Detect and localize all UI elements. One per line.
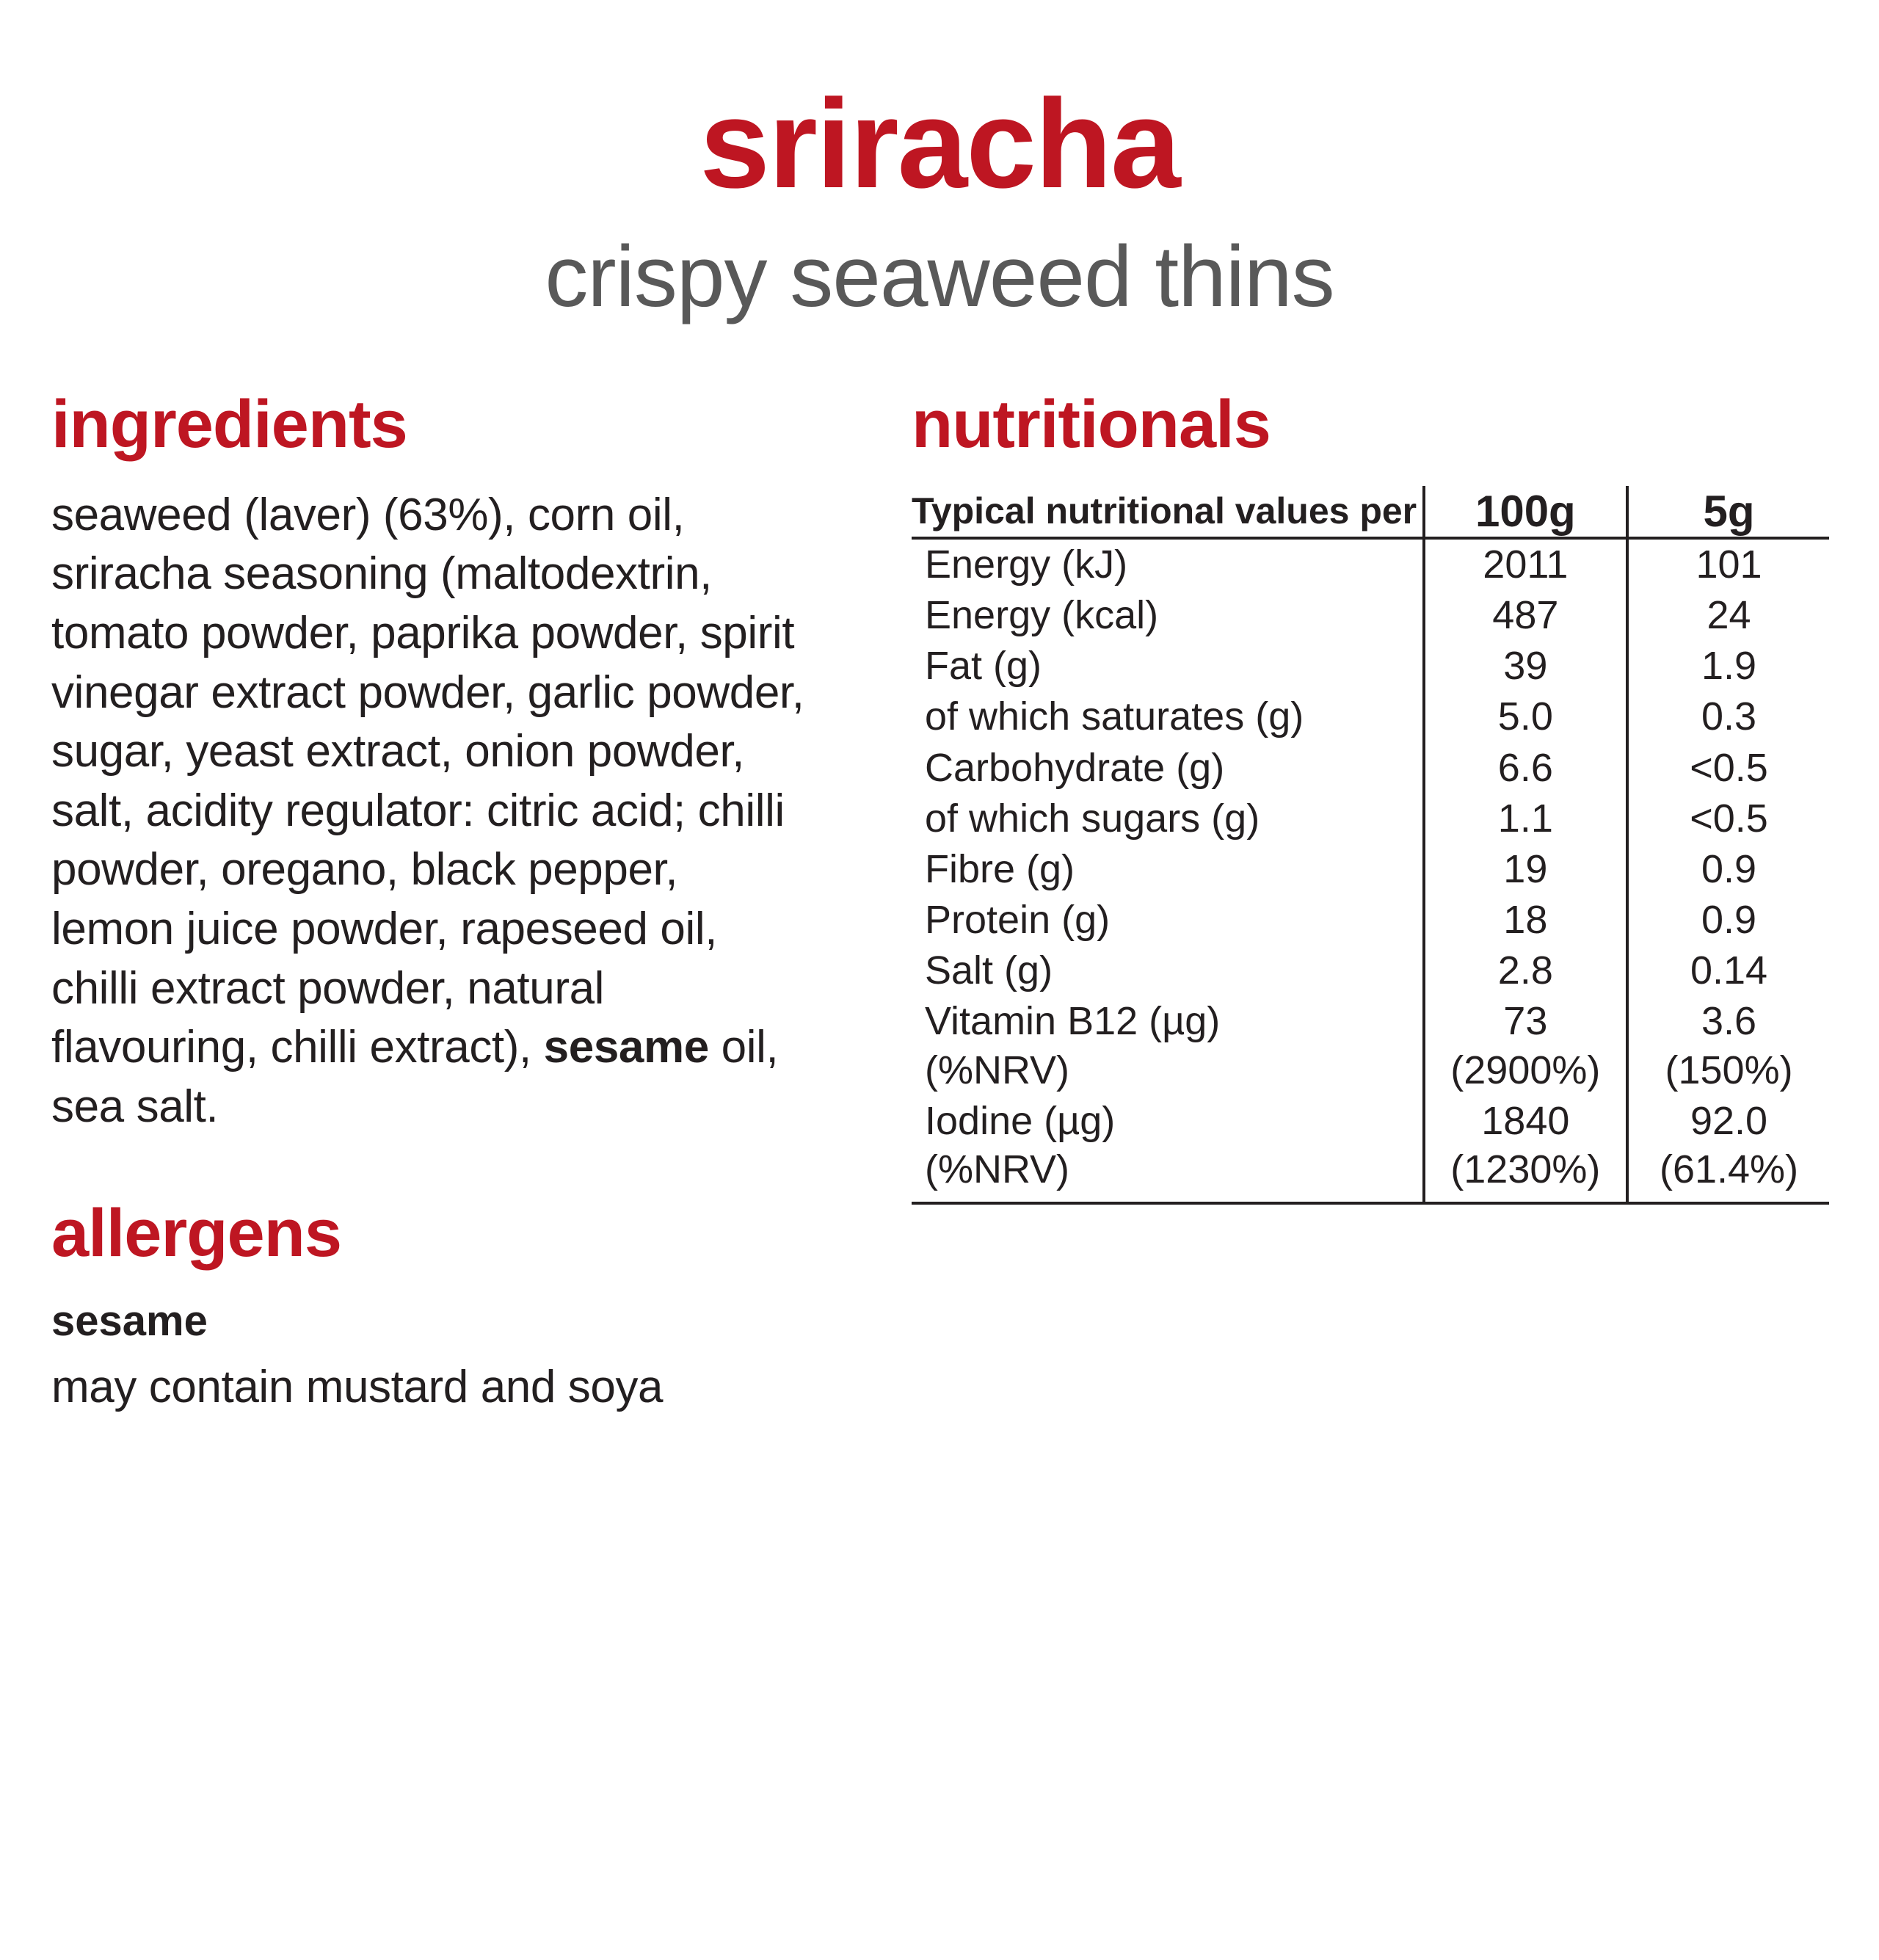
nutrient-name: Iodine (µg) xyxy=(925,1098,1116,1143)
nutrient-value-5g: <0.5 xyxy=(1627,743,1829,794)
nutrient-value-100g: (2900%) xyxy=(1424,1048,1627,1096)
nutrient-name: (%NRV) xyxy=(912,1147,1424,1203)
ingredients-text-part-2: oil, sea salt. xyxy=(51,1022,779,1132)
nutrient-name: Fat (g) xyxy=(925,644,1042,689)
nutrient-name: Salt (g) xyxy=(925,948,1053,993)
nutrient-value-100g: 73 xyxy=(1424,996,1627,1047)
table-row xyxy=(912,743,1829,794)
product-label-page xyxy=(0,73,1879,1960)
nutrient-value-100g: 1840 xyxy=(1424,1096,1627,1147)
nutrient-value-100g: (1230%) xyxy=(1424,1147,1627,1203)
allergen-note: may contain mustard and soya xyxy=(51,1361,664,1412)
content-columns xyxy=(51,386,1828,1416)
nutrient-value-100g: 19 xyxy=(1424,844,1627,895)
table-row xyxy=(912,895,1829,945)
ingredients-text-part-1: seaweed (laver) (63%), corn oil, sriracha seasoning (maltodextrin, tomato powder, paprika powder, spirit vinegar extract powder, garlic powder, sugar, yeast extract, onion powder, salt, acidity regulator: citric acid; chilli powder, oregano, black pepper, lemon juice powder, rapeseed oil, chilli extract powder, natural flavouring, chilli extract), xyxy=(51,489,804,1073)
nutrient-value-5g: 3.6 xyxy=(1627,996,1829,1047)
nutrient-value-5g: 0.3 xyxy=(1627,692,1829,742)
table-row xyxy=(912,996,1829,1047)
nutrition-table xyxy=(912,486,1829,1205)
page-title: sriracha xyxy=(699,73,1180,214)
nutrient-value-5g: 0.9 xyxy=(1627,895,1829,945)
nutrient-value-5g: 24 xyxy=(1627,590,1829,641)
nutrient-value-100g: 487 xyxy=(1424,590,1627,641)
ingredients-heading: ingredients xyxy=(51,386,407,462)
allergens-section xyxy=(51,1196,873,1415)
nutrient-value-100g: 2011 xyxy=(1424,538,1627,590)
table-row xyxy=(912,590,1829,641)
nutrient-value-5g: 0.14 xyxy=(1627,945,1829,996)
nutrient-value-100g: 2.8 xyxy=(1424,945,1627,996)
nutrient-value-5g: (61.4%) xyxy=(1627,1147,1829,1203)
nutrient-value-5g: <0.5 xyxy=(1627,794,1829,844)
table-row xyxy=(912,1048,1829,1096)
table-row xyxy=(912,641,1829,692)
table-header-5g: 5g xyxy=(1627,486,1829,538)
nutrient-value-100g: 1.1 xyxy=(1424,794,1627,844)
nutrient-name: of which saturates (g) xyxy=(925,694,1304,739)
page-subtitle: crispy seaweed thins xyxy=(545,228,1334,325)
table-row xyxy=(912,794,1829,844)
table-header-row xyxy=(912,486,1829,538)
nutrient-name: Energy (kcal) xyxy=(925,593,1159,638)
nutrient-name: Fibre (g) xyxy=(925,846,1075,891)
nutrition-table-wrap xyxy=(912,486,1829,1205)
table-row xyxy=(912,1147,1829,1203)
nutritionals-column xyxy=(873,386,1829,1205)
nutrient-value-100g: 6.6 xyxy=(1424,743,1627,794)
nutrient-value-5g: 0.9 xyxy=(1627,844,1829,895)
nutrient-value-100g: 39 xyxy=(1424,641,1627,692)
ingredients-column xyxy=(51,386,873,1416)
table-row xyxy=(912,692,1829,742)
allergen-main: sesame xyxy=(51,1297,208,1346)
nutrient-value-5g: 92.0 xyxy=(1627,1096,1829,1147)
table-row xyxy=(912,1096,1829,1147)
nutrient-name: Carbohydrate (g) xyxy=(925,745,1225,790)
nutrient-value-5g: (150%) xyxy=(1627,1048,1829,1096)
nutrient-value-5g: 101 xyxy=(1627,538,1829,590)
nutrient-name: Vitamin B12 (µg) xyxy=(925,999,1221,1044)
table-header-100g: 100g xyxy=(1424,486,1627,538)
nutrient-value-100g: 5.0 xyxy=(1424,692,1627,742)
ingredients-allergen-sesame: sesame xyxy=(543,1022,709,1073)
nutrient-value-5g: 1.9 xyxy=(1627,641,1829,692)
table-header-label: Typical nutritional values per xyxy=(912,486,1424,538)
nutritionals-heading: nutritionals xyxy=(912,386,1271,462)
nutrient-name: (%NRV) xyxy=(925,1048,1070,1092)
table-row xyxy=(912,844,1829,895)
table-row xyxy=(912,538,1829,590)
ingredients-text xyxy=(51,486,807,1137)
nutrient-name: of which sugars (g) xyxy=(925,796,1260,841)
nutrient-name: Protein (g) xyxy=(925,898,1111,943)
allergens-heading: allergens xyxy=(51,1196,341,1271)
table-row xyxy=(912,945,1829,996)
nutrient-name: Energy (kJ) xyxy=(925,542,1128,587)
nutrient-value-100g: 18 xyxy=(1424,895,1627,945)
